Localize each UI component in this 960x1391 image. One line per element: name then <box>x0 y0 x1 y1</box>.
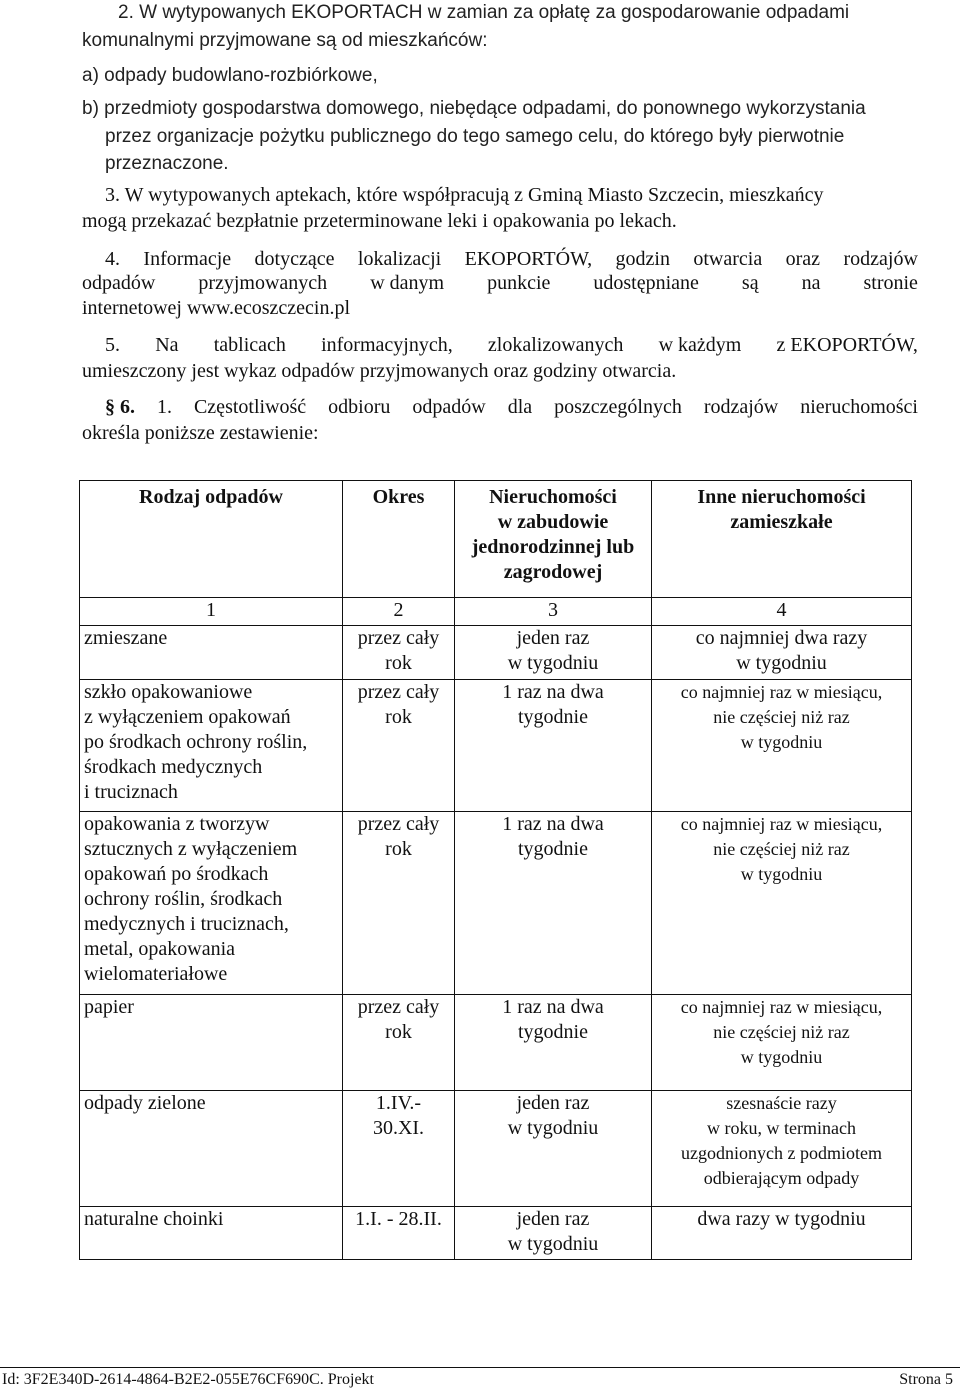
other-residential-cell: co najmniej raz w miesiącu, nie częściej niż raz w tygodniu <box>652 812 912 995</box>
waste-type-cell: naturalne choinki <box>80 1207 343 1260</box>
word: nieruchomości <box>800 396 918 418</box>
period-cell: 1.IV.- 30.XI. <box>343 1091 455 1207</box>
waste-type-cell: papier <box>80 995 343 1091</box>
collection-frequency-table <box>79 480 912 1260</box>
period-cell: przez cały rok <box>343 995 455 1091</box>
period-cell: przez cały rok <box>343 680 455 812</box>
paragraph-2b-line-1: b) przedmioty gospodarstwa domowego, niebędące odpadami, do ponownego wykorzystania <box>82 98 866 119</box>
paragraph-5-line-1 <box>105 334 918 357</box>
word: dotyczące <box>254 248 335 270</box>
waste-type-cell: odpady zielone <box>80 1091 343 1207</box>
word: poszczególnych <box>554 396 682 418</box>
section-6-line-1 <box>105 396 918 419</box>
word: są <box>741 272 759 294</box>
table-row <box>80 1091 912 1207</box>
word: lokalizacji <box>357 248 442 270</box>
word: informacyjnych, <box>321 334 453 356</box>
paragraph-2-line-1: 2. W wytypowanych EKOPORTACH w zamian za opłatę za gospodarowanie odpadami <box>118 2 850 23</box>
word: Informacje <box>143 248 232 270</box>
word: w każdym <box>658 334 742 356</box>
header-period: Okres <box>343 481 455 598</box>
section-6-line-2: określa poniższe zestawienie: <box>82 422 319 444</box>
other-residential-cell: dwa razy w tygodniu <box>652 1207 912 1260</box>
word: zlokalizowanych <box>487 334 624 356</box>
single-family-cell: jeden raz w tygodniu <box>455 1091 652 1207</box>
footer-divider <box>0 1367 960 1368</box>
waste-type-cell: szkło opakowaniowe z wyłączeniem opakowań po środkach ochrony roślin, środkach medycznych i truciznach <box>80 680 343 812</box>
column-number: 4 <box>652 598 912 626</box>
word: przyjmowanych <box>198 272 328 294</box>
word: tablicach <box>213 334 286 356</box>
word: na <box>801 272 821 294</box>
single-family-cell: 1 raz na dwa tygodnie <box>455 812 652 995</box>
column-number: 3 <box>455 598 652 626</box>
single-family-cell: 1 raz na dwa tygodnie <box>455 995 652 1091</box>
header-waste-type: Rodzaj odpadów <box>80 481 343 598</box>
word: w danym <box>370 272 445 294</box>
other-residential-cell: szesnaście razy w roku, w terminach uzgodnionych z podmiotem odbierającym odpady <box>652 1091 912 1207</box>
period-cell: przez cały rok <box>343 626 455 680</box>
table-row <box>80 626 912 680</box>
word: udostępniane <box>593 272 699 294</box>
paragraph-3-line-2: mogą przekazać bezpłatnie przeterminowane leki i opakowania po lekach. <box>82 210 677 232</box>
waste-type-cell: opakowania z tworzyw sztucznych z wyłączeniem opakowań po środkach ochrony roślin, środkach medycznych i truciznach, metal, opakowania wielomateriałowe <box>80 812 343 995</box>
paragraph-2a: a) odpady budowlano-rozbiórkowe, <box>82 65 378 86</box>
period-cell: 1.I. - 28.II. <box>343 1207 455 1260</box>
paragraph-4-line-3: internetowej www.ecoszczecin.pl <box>82 297 351 319</box>
word: rodzajów <box>843 248 918 270</box>
other-residential-cell: co najmniej raz w miesiącu, nie częściej niż raz w tygodniu <box>652 995 912 1091</box>
paragraph-5-line-2: umieszczony jest wykaz odpadów przyjmowanych oraz godziny otwarcia. <box>82 360 677 382</box>
single-family-cell: 1 raz na dwa tygodnie <box>455 680 652 812</box>
word: stronie <box>863 272 918 294</box>
period-cell: przez cały rok <box>343 812 455 995</box>
paragraph-2b-line-2: przez organizacje pożytku publicznego do tego samego celu, do którego były pierwotnie <box>105 126 845 147</box>
word: z EKOPORTÓW, <box>776 334 918 356</box>
word: odbioru <box>328 396 391 418</box>
word: otwarcia <box>693 248 763 270</box>
word: punkcie <box>487 272 551 294</box>
table-row <box>80 995 912 1091</box>
table-row <box>80 680 912 812</box>
paragraph-2b-line-3: przeznaczone. <box>105 153 229 174</box>
word: odpadów <box>412 396 486 418</box>
column-number: 1 <box>80 598 343 626</box>
header-other-residential: Inne nieruchomości zamieszkałe <box>652 481 912 598</box>
word: godzin <box>615 248 670 270</box>
word: 5. <box>105 334 120 356</box>
word: EKOPORTÓW, <box>464 248 593 270</box>
word: 4. <box>105 248 120 270</box>
other-residential-cell: co najmniej raz w miesiącu, nie częściej niż raz w tygodniu <box>652 680 912 812</box>
word: Na <box>155 334 179 356</box>
word: rodzajów <box>703 396 779 418</box>
other-residential-cell: co najmniej dwa razy w tygodniu <box>652 626 912 680</box>
paragraph-2-line-2: komunalnymi przyjmowane są od mieszkańców: <box>82 30 488 51</box>
section-number: § 6. <box>105 396 135 418</box>
paragraph-3-line-1: 3. W wytypowanych aptekach, które współpracują z Gminą Miasto Szczecin, mieszkańcy <box>105 184 824 206</box>
paragraph-4-line-2 <box>82 272 918 295</box>
word: oraz <box>785 248 821 270</box>
page-number: Strona 5 <box>899 1371 953 1388</box>
table-header-row <box>80 481 912 598</box>
document-id: Id: 3F2E340D-2614-4864-B2E2-055E76CF690C. Projekt <box>2 1371 374 1388</box>
table-row <box>80 1207 912 1260</box>
paragraph-4-line-1 <box>105 248 918 271</box>
column-number: 2 <box>343 598 455 626</box>
word: Częstotliwość <box>193 396 307 418</box>
word: 1. <box>156 396 172 418</box>
header-single-family: Nieruchomości w zabudowie jednorodzinnej lub zagrodowej <box>455 481 652 598</box>
waste-type-cell: zmieszane <box>80 626 343 680</box>
column-number-row <box>80 598 912 626</box>
word: dla <box>507 396 533 418</box>
single-family-cell: jeden raz w tygodniu <box>455 1207 652 1260</box>
word: odpadów <box>82 272 156 294</box>
single-family-cell: jeden raz w tygodniu <box>455 626 652 680</box>
table-row <box>80 812 912 995</box>
